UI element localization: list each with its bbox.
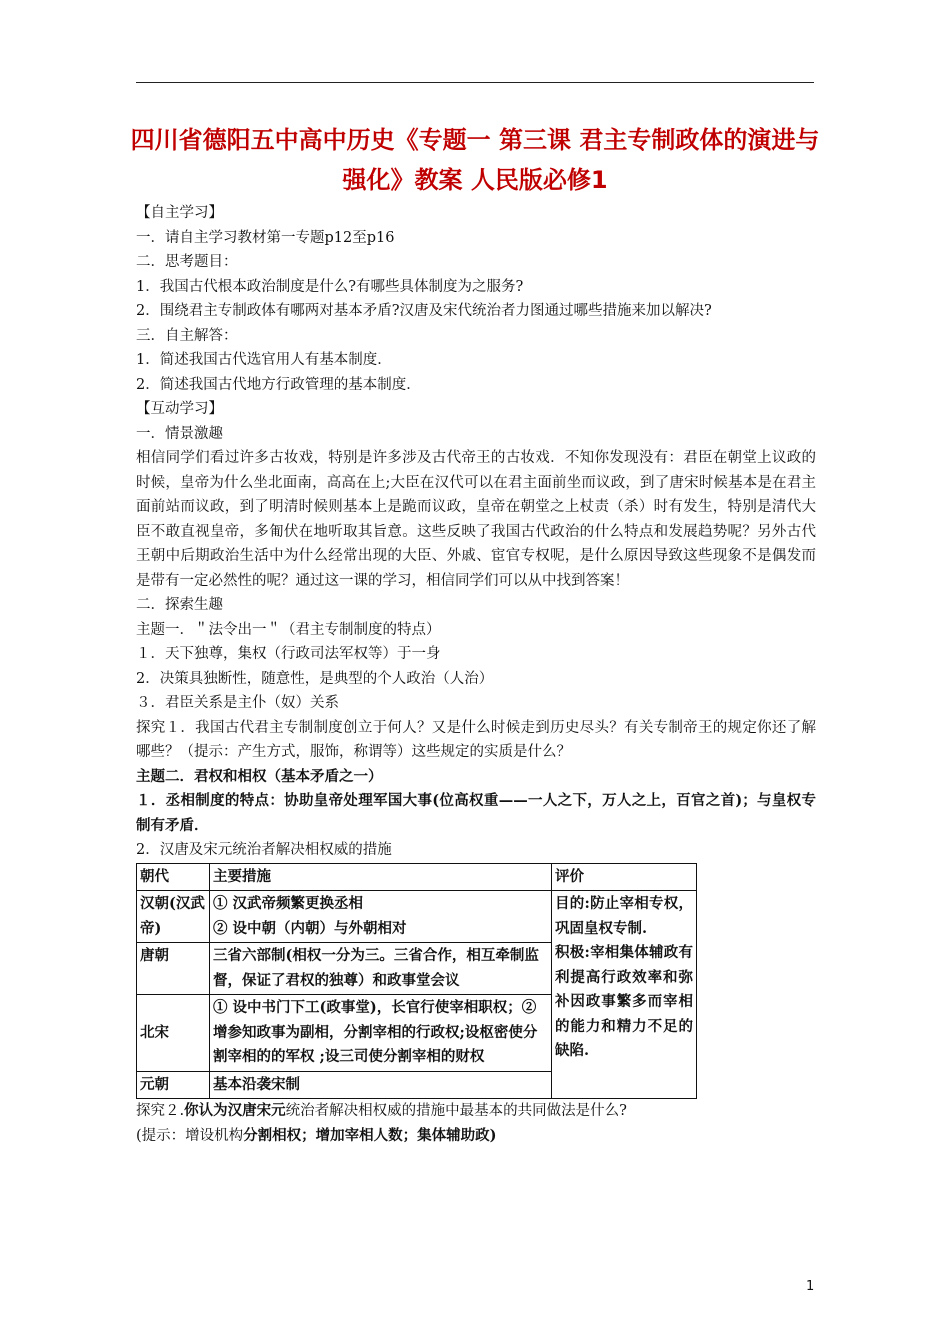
dynasty-cell: 北宋 (137, 995, 210, 1072)
explore-one: 探究１．我国古代君主专制制度创立于何人？又是什么时候走到历史尽头？有关专制帝王的规定你还了解哪些？（提示：产生方式，服饰，称谓等）这些规定的实质是什么？ (136, 719, 816, 760)
section-line: 三．自主解答： (136, 327, 238, 344)
section-line: 二．探索生趣 (136, 597, 223, 613)
explore-two-rest: 统治者解决相权威的措施中最基本的共同做法是什么? (285, 1103, 627, 1119)
question-line: 1．我国古代根本政治制度是什么?有哪些具体制度为之服务? (136, 278, 524, 295)
measures-cell: ① 设中书门下工(政事堂)，长官行使宰相职权；②增参知政事为副相，分割宰相的行政权;设枢密使分割宰相的的军权 ;设三司使分割宰相的财权 (210, 995, 552, 1072)
document-body (136, 201, 816, 1148)
dynasty-cell: 元朝 (137, 1071, 210, 1099)
table-header-row (137, 863, 697, 891)
theme-two-point: １．丞相制度的特点：协助皇帝处理军国大事(位高权重——一人之下，万人之上，百官之首)；与皇权专制有矛盾． (136, 792, 816, 834)
table-header-cell: 评价 (552, 863, 697, 891)
dynasty-cell: 唐朝 (137, 943, 210, 995)
evaluation-cell: 目的:防止宰相专权，巩固皇权专制. 积极:宰相集体辅政有利提高行政效率和弥补因政事繁多而宰相的能力和精力不足的缺陷. (552, 891, 697, 1099)
hint-bold: 分割相权；增加宰相人数；集体辅助政) (243, 1126, 497, 1144)
theme-two: 主题二．君权和相权（基本矛盾之一） (136, 767, 383, 785)
explore-two-bold: 你认为汉唐宋元 (184, 1102, 286, 1119)
intro-paragraph: 相信同学们看过许多古妆戏，特别是许多涉及古代帝王的古妆戏．不知你发现没有：君臣在朝堂上议政的时候，皇帝为什么坐北面南，高高在上;大臣在汉代可以在君主面前坐而议政，到了唐宋时候基本是在君主面前站而议政，到了明清时候则基本上是跪而议政，皇帝在朝堂之上杖责（杀）时有发生，特别是清代大臣不敢直视皇帝，多匍伏在地听取其旨意。这些反映了我国古代政治的什么特点和发展趋势呢？另外古代王朝中后期政治生活中为什么经常出现的大臣、外戚、宦官专权呢，是什么原因导致这些现象不是偶发而是带有一定必然性的呢？通过这一课的学习，相信同学们可以从中找到答案！ (136, 450, 816, 589)
section-line: 一．请自主学习教材第一专题p12至p16 (136, 229, 395, 246)
answer-line: 1．简述我国古代选官用人有基本制度． (136, 352, 392, 368)
answer-line: 2．简述我国古代地方行政管理的基本制度． (136, 376, 421, 393)
hint-line (136, 1124, 816, 1149)
theme-one-point: 2．决策具独断性，随意性，是典型的个人政治（人治） (136, 670, 494, 687)
interactive-heading: 【互动学习】 (136, 401, 223, 417)
measures-table (136, 863, 697, 1100)
measures-cell: 三省六部制(相权一分为三。三省合作，相互牵制监督，保证了君权的独尊）和政事堂会议 (210, 943, 552, 995)
question-line: 2．围绕君主专制政体有哪两对基本矛盾?汉唐及宋代统治者力图通过哪些措施来加以解决? (136, 303, 712, 319)
hint-prefix: (提示：增设机构 (136, 1127, 244, 1144)
section-line: 二．思考题目： (136, 254, 238, 270)
theme-one-point: ３．君臣关系是主仆（奴）关系 (136, 695, 339, 711)
theme-one-point: １．天下独尊，集权（行政司法军权等）于一身 (136, 646, 441, 662)
dynasty-cell: 汉朝(汉武帝) (137, 891, 210, 943)
table-header-cell: 主要措施 (210, 863, 552, 891)
section-line: 一．情景激趣 (136, 425, 223, 442)
measures-cell: 基本沿袭宋制 (210, 1071, 552, 1099)
explore-two (136, 1099, 816, 1124)
explore-two-prefix: 探究２. (136, 1103, 185, 1119)
table-row (137, 891, 697, 943)
document-title: 四川省德阳五中高中历史《专题一 第三课 君主专制政体的演进与强化》教案 人民版必修1 (130, 126, 820, 194)
table-header-cell: 朝代 (137, 863, 210, 891)
measures-cell: ① 汉武帝频繁更换丞相 ② 设中朝（内朝）与外朝相对 (210, 891, 552, 943)
page-number: 1 (806, 1279, 815, 1294)
self-study-heading: 【自主学习】 (136, 205, 223, 221)
header-rule (136, 82, 814, 83)
theme-one: 主题一．＂法令出一＂（君主专制制度的特点） (136, 621, 441, 638)
theme-two-point: 2．汉唐及宋元统治者解决相权威的措施 (136, 842, 392, 858)
